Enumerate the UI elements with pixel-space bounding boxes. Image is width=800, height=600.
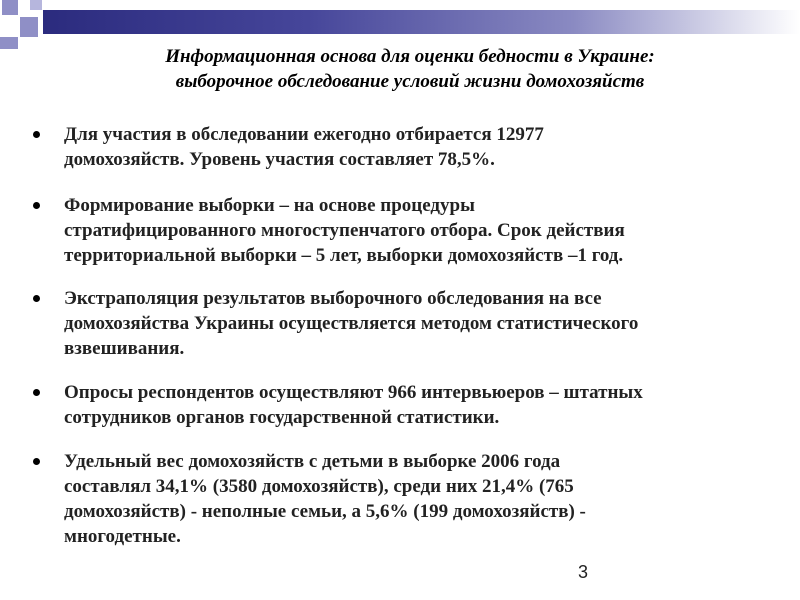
bullet-icon: [33, 389, 40, 396]
bullet-line: стратифицированного многоступенчатого отбора. Срок действия: [64, 220, 625, 241]
bullet-item: [33, 449, 753, 549]
bullet-item: [33, 193, 753, 268]
bullet-line: Удельный вес домохозяйств с детьми в выборке 2006 года: [64, 451, 561, 472]
page-number: 3: [578, 562, 589, 582]
decor-divider: [18, 0, 20, 50]
decor-square: [20, 17, 38, 37]
bullet-line: Экстраполяция результатов выборочного обследования на все: [64, 288, 602, 309]
bullet-line: территориальной выборки – 5 лет, выборки домохозяйств –1 год.: [64, 245, 624, 266]
decor-divider: [0, 15, 42, 17]
title-line: выборочное обследование условий жизни домохозяйств: [175, 71, 645, 92]
bullet-icon: [33, 202, 40, 209]
bullet-icon: [33, 131, 40, 138]
bullet-line: многодетные.: [64, 526, 181, 547]
bullet-line: Для участия в обследовании ежегодно отбирается 12977: [64, 124, 544, 145]
bullet-line: домохозяйств. Уровень участия составляет 78,5%.: [64, 149, 495, 170]
bullet-list: [33, 122, 753, 549]
header-gradient-bar: [43, 10, 800, 34]
bullet-line: взвешивания.: [64, 338, 185, 359]
bullet-line: домохозяйства Украины осуществляется методом статистического: [64, 313, 639, 334]
decor-square: [30, 0, 42, 10]
bullet-line: домохозяйств) - неполные семьи, а 5,6% (199 домохозяйств) -: [64, 501, 586, 522]
bullet-icon: [33, 458, 40, 465]
bullet-line: составлял 34,1% (3580 домохозяйств), среди них 21,4% (765: [64, 476, 574, 497]
bullet-line: Формирование выборки – на основе процедуры: [64, 195, 475, 216]
title-line: Информационная основа для оценки бедности в Украине:: [165, 46, 655, 67]
bullet-line: Опросы респондентов осуществляют 966 интервьюеров – штатных: [64, 382, 643, 403]
bullet-item: [33, 122, 753, 172]
bullet-line: сотрудников органов государственной статистики.: [64, 407, 500, 428]
bullet-item: [33, 380, 753, 430]
slide-title: [60, 44, 760, 94]
decor-square: [0, 37, 18, 49]
bullet-item: [33, 286, 753, 361]
bullet-icon: [33, 295, 40, 302]
